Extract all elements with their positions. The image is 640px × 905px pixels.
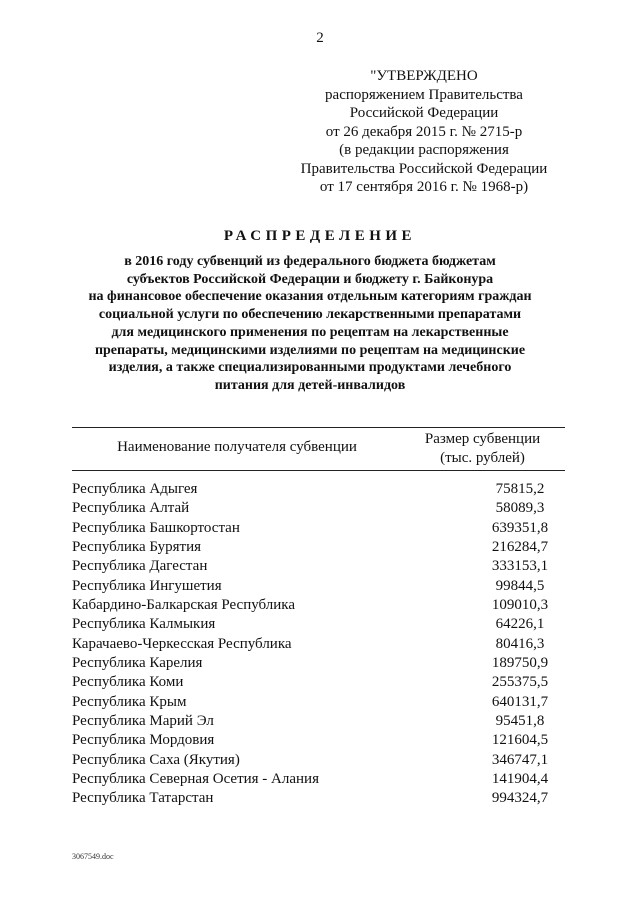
table-body: [72, 480, 565, 809]
region-name: Кабардино-Балкарская Республика: [72, 596, 296, 613]
subvention-amount: 994324,7: [491, 790, 549, 807]
approval-line: от 17 сентября 2016 г. № 1968-р): [319, 179, 529, 195]
subheading-line: в 2016 году субвенций из федерального бюджета бюджетам: [124, 254, 496, 269]
column-header-amount-line: Размер субвенции: [424, 431, 541, 447]
subheading-line: субъектов Российской Федерации и бюджету г. Байконура: [126, 271, 494, 287]
document-subheading: [60, 253, 560, 395]
region-name: Республика Северная Осетия - Алания: [72, 770, 319, 787]
region-name: Республика Карелия: [72, 654, 203, 671]
approval-line: Российской Федерации: [349, 105, 499, 121]
subheading-line: для медицинского применения по рецептам на лекарственные: [111, 324, 509, 340]
region-name: Республика Марий Эл: [72, 712, 214, 729]
region-name: Республика Калмыкия: [72, 616, 216, 633]
table-row: [72, 789, 565, 808]
table-row: [72, 499, 565, 518]
subvention-amount: 99844,5: [495, 577, 545, 594]
subvention-amount: 216284,7: [491, 538, 549, 555]
page-number: 2: [316, 30, 324, 46]
subvention-amount: 346747,1: [491, 751, 549, 768]
table-row: [72, 538, 565, 557]
table-row: [72, 480, 565, 499]
subheading-line: социальной услуги по обеспечению лекарственными препаратами: [98, 307, 522, 323]
table-row: [72, 519, 565, 538]
subvention-amount: 121604,5: [491, 732, 549, 749]
table-row: [72, 577, 565, 596]
table-top-rule: [72, 427, 565, 428]
table-row: [72, 635, 565, 654]
subvention-amount: 189750,9: [491, 654, 549, 671]
subheading-line: препараты, медицинскими изделиями по рецептам на медицинские: [94, 342, 526, 358]
approval-line: распоряжением Правительства: [325, 86, 523, 103]
table-row: [72, 615, 565, 634]
table-row: [72, 751, 565, 770]
subvention-amount: 58089,3: [495, 500, 545, 517]
region-name: Республика Башкортостан: [72, 519, 240, 536]
table-row: [72, 770, 565, 789]
subvention-amount: 75815,2: [495, 481, 545, 497]
region-name: Республика Татарстан: [72, 790, 214, 807]
region-name: Республика Дагестан: [72, 558, 208, 575]
region-name: Республика Ингушетия: [72, 577, 222, 594]
column-header-name: Наименование получателя субвенции: [117, 439, 357, 455]
table-row: [72, 557, 565, 576]
subvention-amount: 640131,7: [491, 693, 549, 710]
subheading-line: на финансовое обеспечение оказания отдельным категориям граждан: [88, 289, 532, 305]
table-row: [72, 673, 565, 692]
region-name: Республика Крым: [72, 693, 187, 710]
region-name: Республика Алтай: [72, 500, 190, 517]
subvention-amount: 333153,1: [491, 558, 549, 575]
approval-line: от 26 декабря 2015 г. № 2715-р: [325, 123, 523, 140]
region-name: Республика Бурятия: [72, 538, 202, 555]
approval-line: Правительства Российской Федерации: [300, 160, 548, 177]
subvention-amount: 64226,1: [495, 616, 545, 633]
subheading-line: изделия, а также специализированными продуктами лечебного: [108, 360, 512, 376]
approval-block: [294, 67, 554, 197]
table-row: [72, 596, 565, 615]
region-name: Республика Мордовия: [72, 732, 215, 749]
table-header-rule: [72, 470, 565, 471]
region-name: Карачаево-Черкесская Республика: [72, 635, 292, 652]
table-row: [72, 712, 565, 731]
table-row: [72, 693, 565, 712]
subvention-amount: 95451,8: [495, 712, 545, 729]
region-name: Республика Коми: [72, 674, 184, 691]
approval-line: (в редакции распоряжения: [339, 142, 509, 158]
region-name: Республика Адыгея: [72, 481, 198, 497]
table-row: [72, 731, 565, 750]
subheading-line: питания для детей-инвалидов: [214, 377, 406, 393]
subvention-amount: 255375,5: [491, 674, 549, 691]
region-name: Республика Саха (Якутия): [72, 751, 240, 768]
column-header-amount-unit: (тыс. рублей): [440, 450, 525, 466]
table-row: [72, 654, 565, 673]
subvention-amount: 141904,4: [491, 770, 549, 787]
subvention-amount: 109010,3: [491, 596, 549, 613]
subvention-amount: 80416,3: [495, 635, 545, 652]
subvention-amount: 639351,8: [491, 519, 549, 536]
document-file-code: 3067549.doc: [72, 852, 114, 861]
column-header-amount: [400, 430, 565, 468]
document-heading: РАСПРЕДЕЛЕНИЕ: [223, 228, 417, 244]
approval-line: "УТВЕРЖДЕНО: [370, 68, 478, 84]
